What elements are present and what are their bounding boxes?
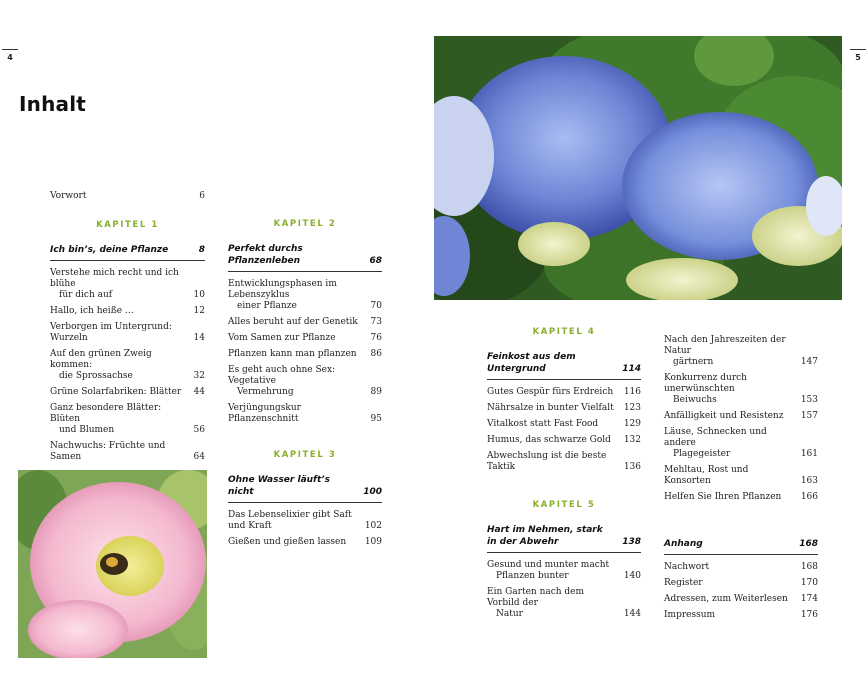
chapter-3-heading[interactable]: Ohne Wasser läuft’s nicht 100 xyxy=(228,474,382,503)
toc-entry[interactable]: Gesund und munter macht Pflanzen bunter 140 xyxy=(487,560,641,581)
toc-entry[interactable]: Verjüngungskur Pflanzenschnitt 95 xyxy=(228,403,382,424)
toc-entry[interactable]: Alles beruht auf der Genetik 73 xyxy=(228,317,382,327)
toc-entry[interactable]: Grüne Solarfabriken: Blätter 44 xyxy=(50,387,205,397)
toc-entry[interactable]: Vitalkost statt Fast Food 129 xyxy=(487,419,641,429)
toc-entry[interactable]: Helfen Sie Ihren Pflanzen 166 xyxy=(664,492,818,502)
kapitel-1-label: KAPITEL 1 xyxy=(96,220,159,230)
toc-entry[interactable]: Ganz besondere Blätter: Blüten und Blumen 56 xyxy=(50,403,205,435)
toc-entry[interactable]: Mehltau, Rost und Konsorten 163 xyxy=(664,465,818,486)
toc-entry[interactable]: Gutes Gespür fürs Erdreich 116 xyxy=(487,387,641,397)
toc-column-2 xyxy=(228,219,382,553)
toc-entry[interactable]: Anfälligkeit und Resistenz 157 xyxy=(664,411,818,421)
toc-entry[interactable]: Konkurrenz durch unerwünschten Beiwuchs 153 xyxy=(664,373,818,405)
kapitel-2-label: KAPITEL 2 xyxy=(273,219,337,229)
kapitel-5-label: KAPITEL 5 xyxy=(532,500,596,510)
toc-entry[interactable]: Nach den Jahreszeiten der Natur gärtnern 147 xyxy=(664,335,818,367)
toc-entry[interactable]: Nachwort 168 xyxy=(664,562,818,572)
toc-entry[interactable]: Auf den grünen Zweig kommen: die Sprossachse 32 xyxy=(50,349,205,381)
toc-entry[interactable]: Ein Garten nach dem Vorbild der Natur 144 xyxy=(487,587,641,619)
toc-entry[interactable]: Entwicklungsphasen im Lebenszyklus einer Pflanze 70 xyxy=(228,279,382,311)
hydrangea-photo xyxy=(434,36,842,300)
toc-column-4 xyxy=(664,335,818,626)
kapitel-4-label: KAPITEL 4 xyxy=(532,327,596,337)
toc-entry[interactable]: Nachwuchs: Früchte und Samen 64 xyxy=(50,441,205,462)
toc-entry[interactable]: Register 170 xyxy=(664,578,818,588)
toc-entry[interactable]: Verborgen im Untergrund: Wurzeln 14 xyxy=(50,322,205,343)
page-number-right: 5 xyxy=(850,49,866,62)
toc-entry[interactable]: Impressum 176 xyxy=(664,610,818,620)
toc-entry[interactable]: Nährsalze in bunter Vielfalt 123 xyxy=(487,403,641,413)
chapter-2-heading[interactable]: Perfekt durchs Pflanzenleben 68 xyxy=(228,243,382,272)
toc-entry[interactable]: Hallo, ich heiße … 12 xyxy=(50,306,205,316)
toc-column-3 xyxy=(487,327,641,625)
toc-entry[interactable]: Das Lebenselixier gibt Saft und Kraft 102 xyxy=(228,510,382,531)
chapter-1-heading[interactable]: Ich bin’s, deine Pflanze 8 xyxy=(50,244,205,261)
toc-column-1 xyxy=(50,191,205,468)
chapter-4-heading[interactable]: Feinkost aus dem Untergrund 114 xyxy=(487,351,641,380)
kapitel-3-label: KAPITEL 3 xyxy=(273,450,337,460)
toc-entry[interactable]: Abwechslung ist die beste Taktik 136 xyxy=(487,451,641,472)
hollyhock-bee-photo xyxy=(18,470,207,658)
page-title: Inhalt xyxy=(19,92,87,116)
page-number-left: 4 xyxy=(2,49,18,62)
toc-entry[interactable]: Läuse, Schnecken und andere Plagegeister 161 xyxy=(664,427,818,459)
anhang-heading[interactable]: Anhang 168 xyxy=(664,538,818,555)
toc-entry[interactable]: Vom Samen zur Pflanze 76 xyxy=(228,333,382,343)
toc-entry[interactable]: Es geht auch ohne Sex: Vegetative Vermehrung 89 xyxy=(228,365,382,397)
chapter-5-heading[interactable]: Hart im Nehmen, stark in der Abwehr 138 xyxy=(487,524,641,553)
toc-entry[interactable]: Humus, das schwarze Gold 132 xyxy=(487,435,641,445)
toc-entry[interactable]: Pflanzen kann man pflanzen 86 xyxy=(228,349,382,359)
toc-entry-vorwort[interactable]: Vorwort 6 xyxy=(50,191,205,201)
toc-entry[interactable]: Adressen, zum Weiterlesen 174 xyxy=(664,594,818,604)
toc-entry[interactable]: Verstehe mich recht und ich blühe für dich auf 10 xyxy=(50,268,205,300)
toc-entry[interactable]: Gießen und gießen lassen 109 xyxy=(228,537,382,547)
